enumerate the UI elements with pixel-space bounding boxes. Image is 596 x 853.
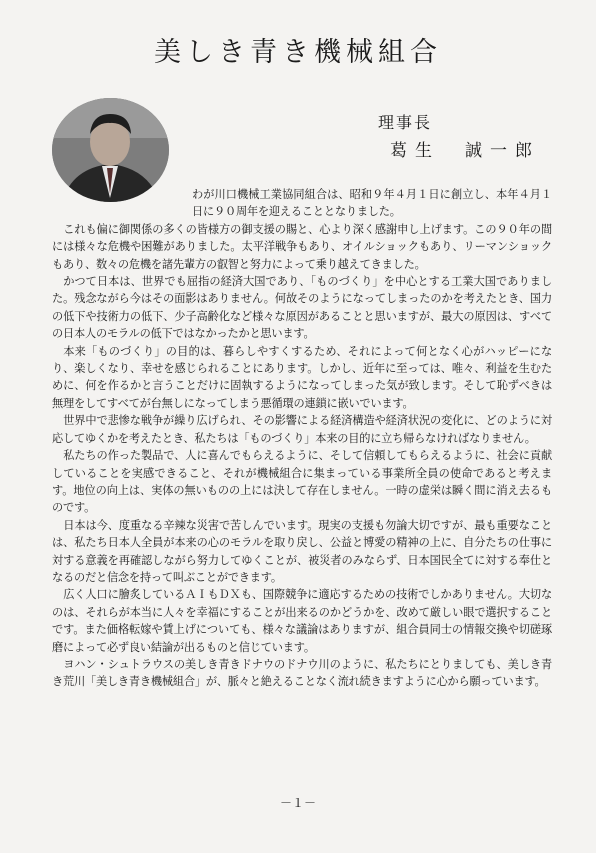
paragraph: わが川口機械工業協同組合は、昭和９年４月１日に創立し、本年４月１日に９０周年を迎えることとなりました。 bbox=[192, 188, 552, 219]
author-name: 葛生 誠一郎 bbox=[390, 141, 540, 161]
paragraph: これも偏に御関係の多くの皆様方の御支援の賜と、心より深く感謝申し上げます。この９０年の間には様々な危機や困難がありました。太平洋戦争もあり、オイルショックもあり、リーマンショックもあり、数々の危機を諸先輩方の叡智と努力によって乗り越えてきました。 bbox=[52, 222, 552, 271]
paragraph: 広く人口に膾炙しているＡＩもＤＸも、国際競争に適応するための技術でしかありません。大切なのは、それらが本当に人々を幸福にすることが出来るのかどうかを、改めて厳しい眼で選択することです。また価格転嫁や賃上げについても、様々な議論はありますが、組合員同士の情報交換や切磋琢磨によって必ず良い結論が出るものと信じています。 bbox=[52, 588, 552, 654]
paragraph: 私たちの作った製品で、人に喜んでもらえるように、そして信頼してもらえるように、社会に貢献していることを実感できること、それが機械組合に集まっている事業所全員の使命であると考えます。地位の向上は、実体の無いものの上には決して存在しません。一時の虚栄は瞬く間に消え去るものです。 bbox=[52, 449, 552, 515]
article-body bbox=[52, 186, 552, 691]
paragraph: 日本は今、度重なる辛辣な災害で苦しんでいます。現実の支援も勿論大切ですが、最も重要なことは、私たち日本人全員が本来の心のモラルを取り戻し、公益と博愛の精神の上に、自分たちの仕事に対する意義を再確認しながら努力してゆくことが、被災者のみならず、日本国民全てに対する奉仕となるのだと信念を持って叫ぶことができます。 bbox=[52, 518, 552, 584]
page-title: 美しき青き機械組合 bbox=[154, 37, 442, 68]
paragraph: 世界中で悲惨な戦争が繰り広げられ、その影響による経済構造や経済状況の変化に、どのように対応してゆくかを考えたとき、私たちは「ものづくり」本来の目的に立ち帰らなければなりません。 bbox=[52, 414, 552, 445]
paragraph: 本来「ものづくり」の目的は、暮らしやすくするため、それによって何となく心がハッピーになり、楽しくなり、幸せを感じられることにあります。しかし、近年に至っては、唯々、利益を生むために、何を作るかと言うことだけに固執するようになってしまった気が致します。そして恥ずべきは無理をしてすべてが台無しになってしまう悪循環の連鎖に嵌いでいます。 bbox=[52, 344, 552, 410]
page-number: －１－ bbox=[279, 796, 316, 810]
paragraph: かつて日本は、世界でも屈指の経済大国であり、「ものづくり」を中心とする工業大国でありました。残念ながら今はその面影はありません。何故そのようになってしまったのかを考えたとき、国力の低下や技術力の低下、少子高齢化など様々な原因があることと思いますが、最大の原因は、すべての日本人のモラルの低下ではなかったかと思います。 bbox=[52, 275, 552, 341]
paragraph: ヨハン・シュトラウスの美しき青きドナウのドナウ川のように、私たちにとりましても、美しき青き荒川「美しき青き機械組合」が、脈々と絶えることなく流れ続きますように心から願っています。 bbox=[52, 657, 552, 689]
author-role: 理事長 bbox=[378, 113, 433, 132]
